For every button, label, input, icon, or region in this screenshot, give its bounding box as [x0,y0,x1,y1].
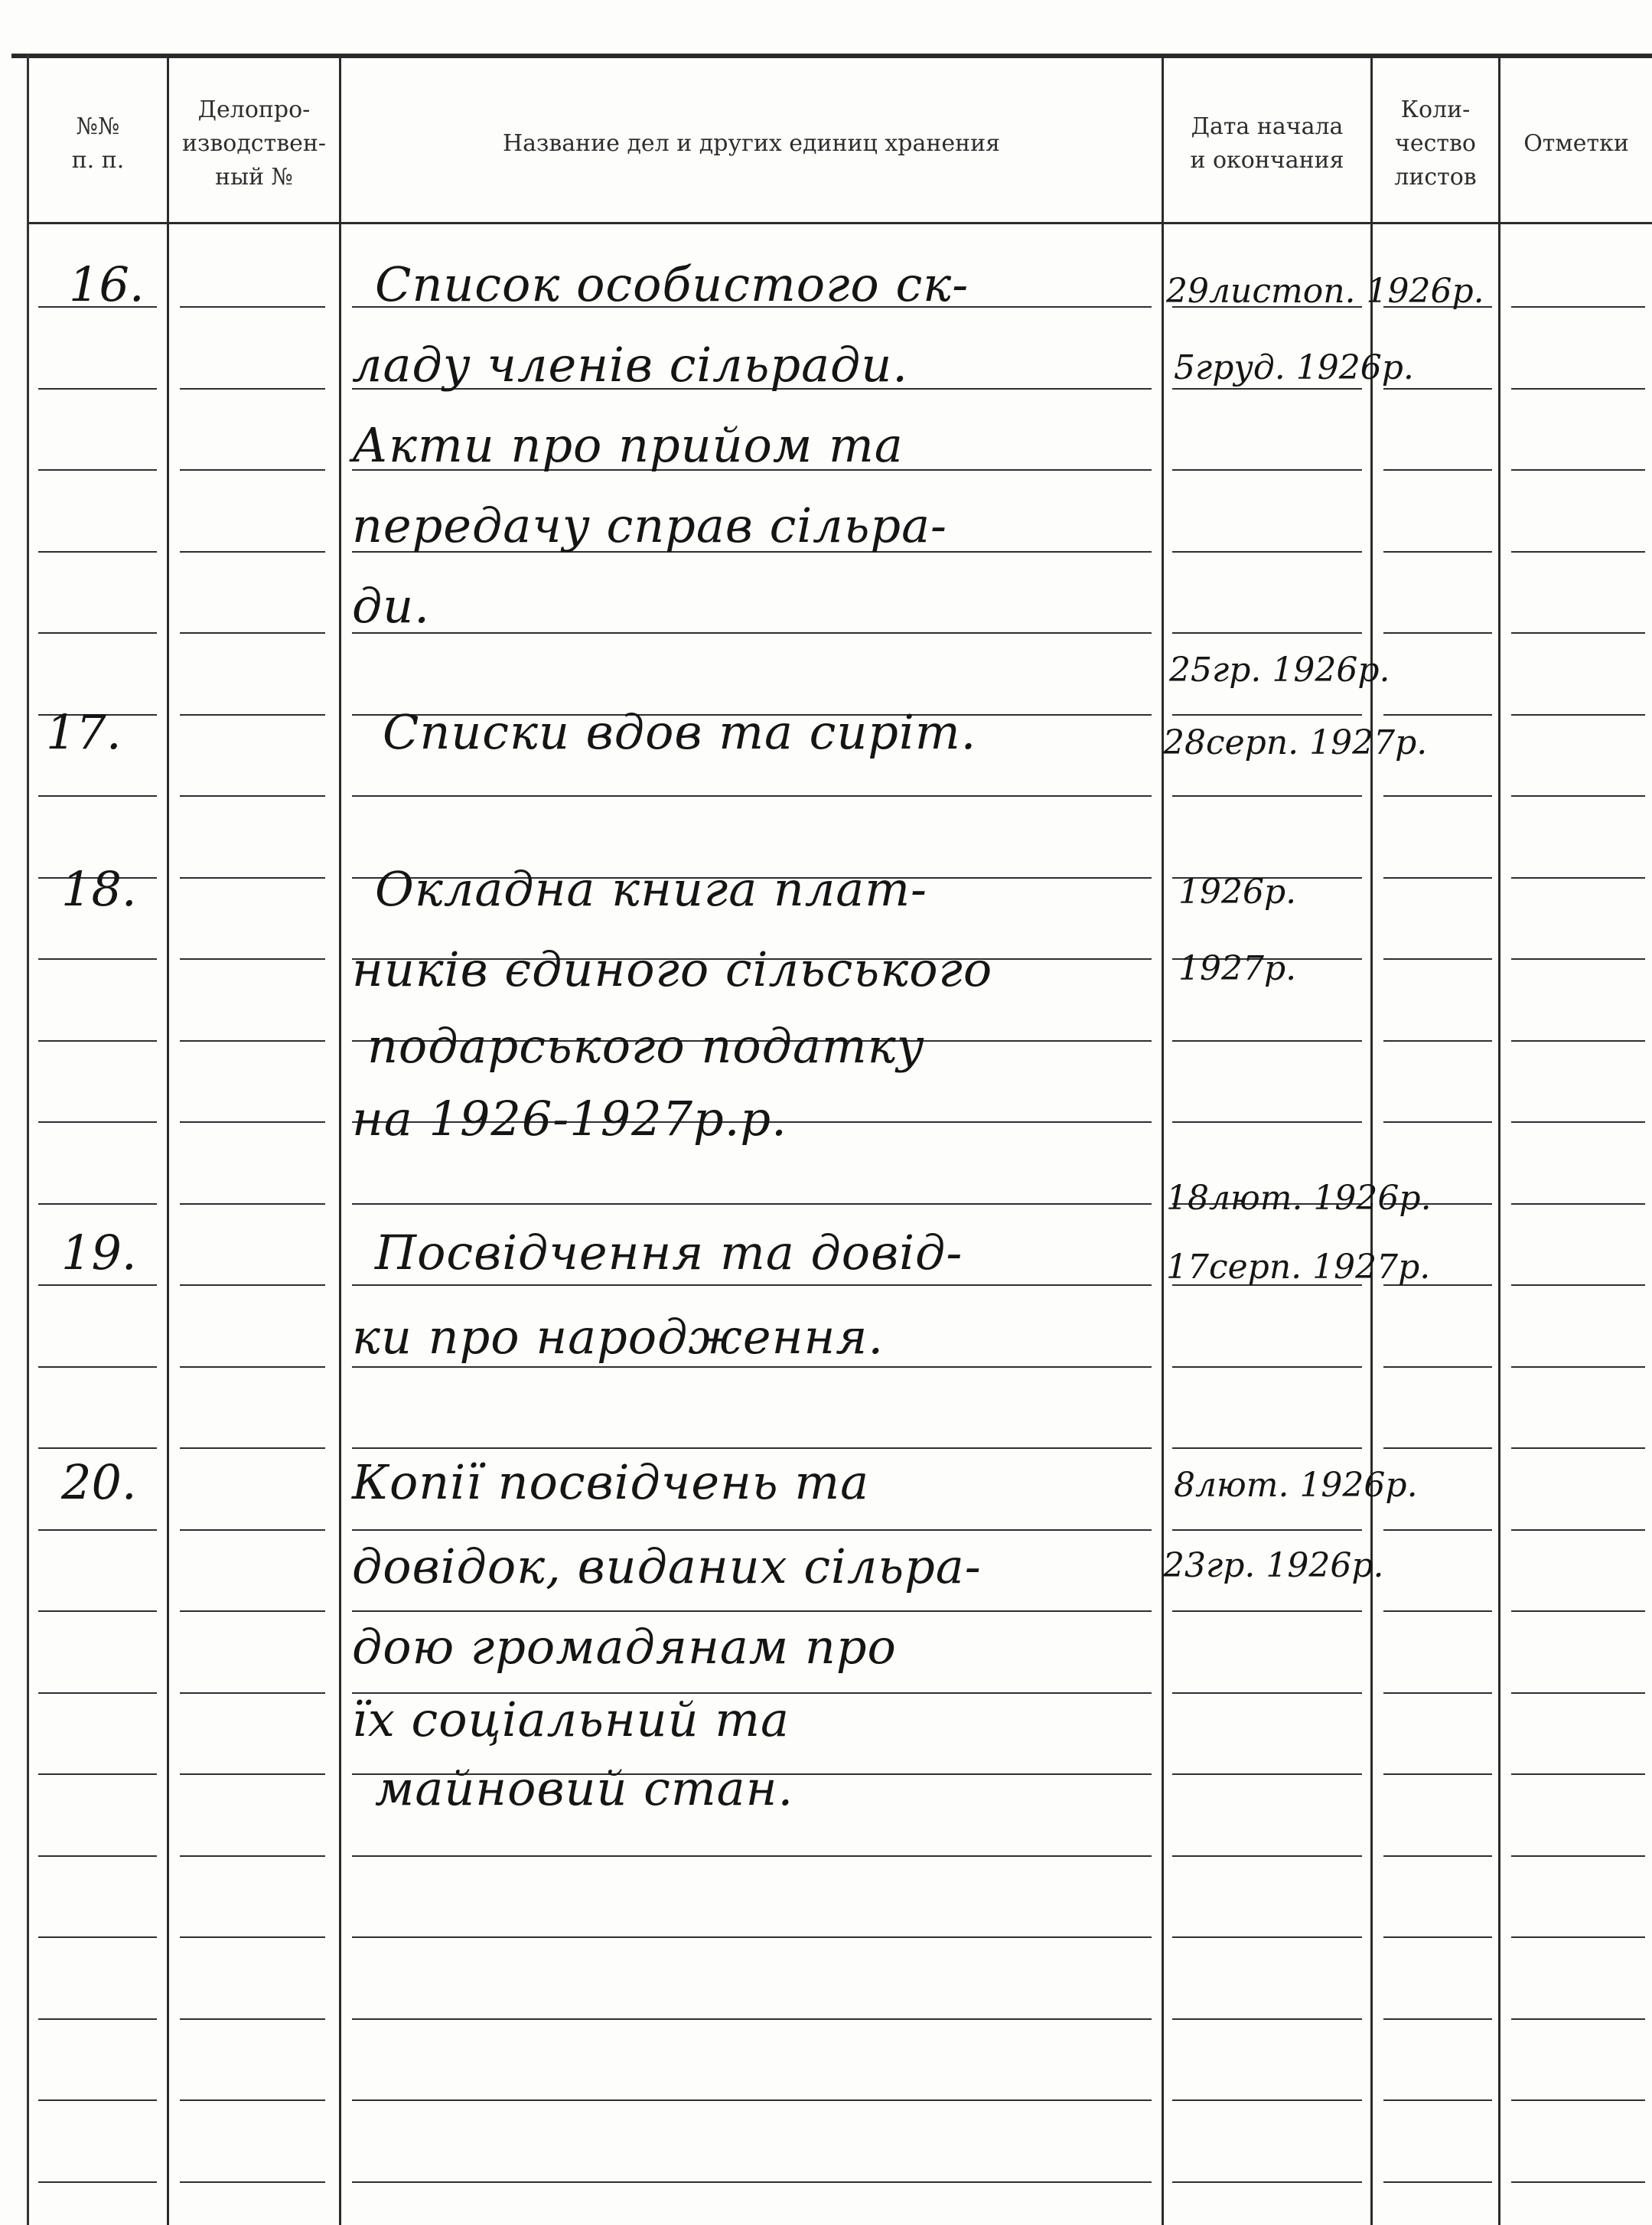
record-18-title-line-1: Окладна книга плат- [375,861,928,917]
ruled-line [180,1692,325,1694]
record-20-title-line-4: їх соціальний та [352,1692,790,1747]
ruled-line [1511,632,1645,634]
ruled-line [352,1610,1152,1612]
record-17-end-date: 28серп. 1927р. [1163,723,1428,762]
ruled-line [1383,1936,1492,1938]
ruled-line [1511,1284,1645,1286]
header-notes: Отметки [1523,129,1629,157]
ruled-line [1172,1610,1362,1612]
ruled-line [38,632,157,634]
header-sheets: Коли- чество листов [1394,96,1477,191]
ruled-line [1172,388,1362,390]
ruled-line [1511,1855,1645,1857]
ruled-line [180,1121,325,1123]
record-16-number: 16. [69,256,145,312]
ruled-line [1383,714,1492,716]
record-19-title-line-2: ки про народження. [352,1309,885,1365]
ruled-line [180,551,325,553]
ruled-line [1511,551,1645,553]
ruled-line [1511,1121,1645,1123]
record-20-title-line-3: дою громадянам про [352,1619,897,1675]
record-17-number: 17. [46,704,122,760]
ruled-line [352,795,1152,797]
ruled-line [352,632,1152,634]
ruled-line [1172,714,1362,716]
ruled-line [1172,2099,1362,2101]
ruled-line [352,2181,1152,2183]
ruled-line [180,2018,325,2020]
record-19-title-line-1: Посвідчення та довід- [375,1225,963,1281]
ruled-line [1383,632,1492,634]
ruled-line [38,1692,157,1694]
ruled-line [38,1203,157,1205]
record-18-title-line-4: на 1926-1927р.р. [352,1091,787,1147]
ruled-line [1172,1121,1362,1123]
ruled-line [352,1366,1152,1368]
ruled-line [1172,1692,1362,1694]
ruled-line [38,1855,157,1857]
ruled-line [1511,306,1645,308]
ruled-line [1172,1855,1362,1857]
ruled-line [1383,2099,1492,2101]
ruled-line [38,388,157,390]
ruled-line [1172,1040,1362,1042]
ruled-line [1383,388,1492,390]
ruled-line [1383,551,1492,553]
record-16-title-line-5: ди. [352,578,430,634]
record-17-start-date: 25гр. 1926р. [1169,651,1390,690]
ruled-line [180,306,325,308]
ruled-line [1172,1529,1362,1531]
ruled-line [1511,1610,1645,1612]
ruled-line [1383,1121,1492,1123]
ruled-line [1383,2018,1492,2020]
record-16-title-line-4: передачу справ сільра- [352,498,947,553]
ruled-line [1172,1936,1362,1938]
ruled-line [180,877,325,879]
ruled-line [1172,1773,1362,1775]
ruled-line [1383,1773,1492,1775]
record-16-title-line-3: Акти про прийом та [352,417,904,473]
ruled-line [180,1040,325,1042]
record-19-number: 19. [61,1225,137,1281]
ruled-line [180,469,325,471]
ruled-line [180,1447,325,1449]
ruled-line [1383,958,1492,960]
ruled-line [38,551,157,553]
ruled-line [1511,1203,1645,1205]
ruled-line [1172,469,1362,471]
ruled-line [180,1936,325,1938]
ruled-line [352,1855,1152,1857]
column-divider-3 [1162,58,1164,2225]
record-17-title-line-1: Списки вдов та сиріт. [383,704,977,760]
ruled-line [180,1203,325,1205]
ruled-line [180,1366,325,1368]
record-20-title-line-1: Копії посвідчень та [352,1454,870,1510]
ruled-line [1383,2181,1492,2183]
record-20-start-date: 8лют. 1926р. [1174,1466,1418,1505]
ruled-line [352,2018,1152,2020]
ruled-line [352,1284,1152,1286]
header-number: №№ п. п. [71,113,125,174]
ruled-line [1383,795,1492,797]
record-16-end-date: 5груд. 1926р. [1174,348,1414,387]
ruled-line [1511,1936,1645,1938]
record-18-title-line-2: ників єдиного сільського [352,941,993,997]
ruled-line [38,795,157,797]
ruled-line [38,1936,157,1938]
ruled-line [38,1447,157,1449]
ruled-line [1383,1529,1492,1531]
left-border [27,54,29,2225]
ruled-line [1383,1040,1492,1042]
ruled-line [352,1529,1152,1531]
ruled-line [38,958,157,960]
column-divider-2 [339,58,341,2225]
ruled-line [180,714,325,716]
ruled-line [1511,2099,1645,2101]
record-19-end-date: 17серп. 1927р. [1166,1248,1431,1287]
record-16-title-line-1: Список особистого ск- [375,256,969,312]
ruled-line [1511,1447,1645,1449]
ruled-line [180,1529,325,1531]
record-18-number: 18. [61,861,137,917]
record-18-title-line-3: подарського податку [367,1018,925,1074]
ruled-line [1511,1366,1645,1368]
ruled-line [180,958,325,960]
record-20-number: 20. [61,1454,137,1510]
record-20-title-line-5: майновий стан. [375,1760,794,1816]
record-20-end-date: 23гр. 1926р. [1163,1546,1384,1585]
ruled-line [1172,2181,1362,2183]
ruled-line [1383,469,1492,471]
ruled-line [1383,1610,1492,1612]
ruled-line [1511,714,1645,716]
ruled-line [180,1855,325,1857]
header-bottom-rule [29,222,1652,224]
top-border [11,54,1652,58]
ruled-line [1383,1447,1492,1449]
header-office-number: Делопро- изводствен- ный № [182,96,326,191]
ruled-line [352,1203,1152,1205]
ruled-line [1383,877,1492,879]
ruled-line [180,388,325,390]
ruled-line [38,1610,157,1612]
record-20-title-line-2: довідок, виданих сільра- [352,1538,982,1594]
header-dates: Дата начала и окончания [1190,113,1344,174]
ruled-line [1172,795,1362,797]
ruled-line [180,1773,325,1775]
ruled-line [180,2181,325,2183]
ruled-line [1511,2018,1645,2020]
ruled-line [180,632,325,634]
column-divider-5 [1498,58,1500,2225]
ruled-line [38,1529,157,1531]
ruled-line [1172,1447,1362,1449]
record-18-start-date: 1926р. [1178,873,1297,912]
record-16-start-date: 29листоп. 1926р. [1166,272,1484,311]
ruled-line [1511,795,1645,797]
ruled-line [1172,1366,1362,1368]
ruled-line [1511,1529,1645,1531]
ruled-line [180,1284,325,1286]
ruled-line [38,1121,157,1123]
ruled-line [352,2099,1152,2101]
ruled-line [1511,1040,1645,1042]
ruled-line [352,1936,1152,1938]
ruled-line [38,1773,157,1775]
ruled-line [1172,551,1362,553]
ruled-line [1511,877,1645,879]
ruled-line [1511,1692,1645,1694]
ruled-line [38,1040,157,1042]
ruled-line [1383,1366,1492,1368]
ruled-line [1383,1692,1492,1694]
ruled-line [1172,2018,1362,2020]
ruled-line [1511,958,1645,960]
ruled-line [38,2099,157,2101]
ruled-line [38,469,157,471]
header-title: Название дел и других единиц хранения [502,129,1001,157]
ruled-line [1511,1773,1645,1775]
ruled-line [1172,632,1362,634]
record-18-end-date: 1927р. [1178,949,1297,988]
ruled-line [1511,2181,1645,2183]
ruled-line [180,2099,325,2101]
ruled-line [38,2181,157,2183]
ruled-line [1383,1855,1492,1857]
ruled-line [1511,388,1645,390]
record-19-start-date: 18лют. 1926р. [1166,1179,1432,1218]
ruled-line [352,1447,1152,1449]
ruled-line [1511,469,1645,471]
ruled-line [180,1610,325,1612]
ruled-line [38,2018,157,2020]
ruled-line [38,1284,157,1286]
ruled-line [38,1366,157,1368]
record-16-title-line-2: ладу членів сільради. [352,337,908,393]
ruled-line [180,795,325,797]
column-divider-1 [167,58,169,2225]
